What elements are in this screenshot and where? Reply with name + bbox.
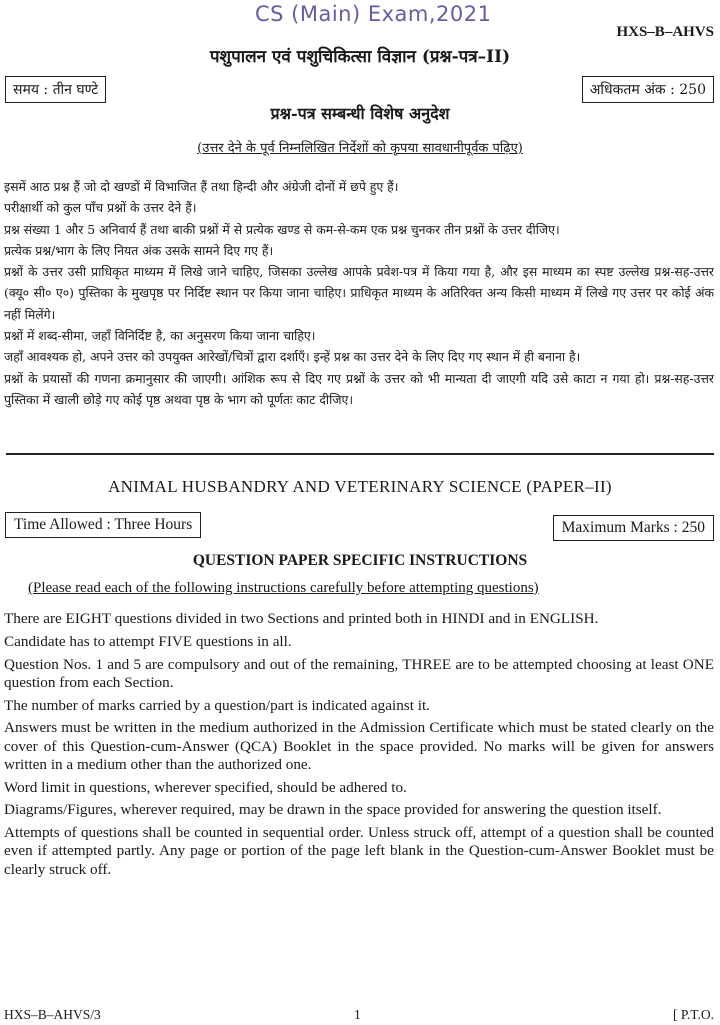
english-instruction: Question Nos. 1 and 5 are compulsory and out of the remaining, THREE are to be attempted choosing at least ONE question from each Section. — [4, 655, 714, 691]
hindi-time-box: समय : तीन घण्टे — [5, 76, 106, 103]
exam-stamp: CS (Main) Exam,2021 — [255, 2, 492, 26]
english-instruction: There are EIGHT questions divided in two Sections and printed both in HINDI and in ENGLISH. — [4, 610, 599, 627]
hindi-instructions-list — [4, 176, 714, 410]
english-instruction: Attempts of questions shall be counted in sequential order. Unless struck off, attempt of a question shall be counted even if attempted partly. Any page or portion of the page left blank in the Question-cum-Answer Booklet must be clearly struck off. — [4, 824, 714, 878]
english-marks-box: Maximum Marks : 250 — [553, 515, 714, 541]
hindi-instructions-heading: प्रश्न-पत्र सम्बन्धी विशेष अनुदेश — [270, 104, 450, 123]
english-paper-title: ANIMAL HUSBANDRY AND VETERINARY SCIENCE (PAPER–II) — [108, 477, 612, 496]
hindi-instruction: प्रत्येक प्रश्न/भाग के लिए नियत अंक उसके सामने दिए गए हैं। — [4, 242, 274, 258]
english-instructions-heading: QUESTION PAPER SPECIFIC INSTRUCTIONS — [192, 552, 528, 569]
hindi-instruction: जहाँ आवश्यक हो, अपने उत्तर को उपयुक्त आरेखों/चित्रों द्वारा दर्शाएँ। इन्हें प्रश्न का उत्तर देने के लिए दिए गए स्थान में ही बनाना है। — [4, 349, 581, 365]
hindi-instruction: परीक्षार्थी को कुल पाँच प्रश्नों के उत्तर देने हैं। — [4, 200, 197, 216]
pto-label: [ P.T.O. — [672, 1007, 714, 1022]
hindi-marks-box: अधिकतम अंक : 250 — [582, 76, 714, 103]
hindi-instruction: प्रश्नों में शब्द-सीमा, जहाँ विनिर्दिष्ट है, का अनुसरण किया जाना चाहिए। — [4, 328, 316, 344]
english-instruction: Candidate has to attempt FIVE questions in all. — [4, 632, 292, 650]
hindi-instruction: प्रश्नों के प्रयासों की गणना क्रमानुसार की जाएगी। आंशिक रूप से दिए गए प्रश्नों के उत्तर को भी मान्यता दी जाएगी यदि उसे काटा न गया हो। प्रश्न-सह-उत्तर पुस्तिका में खाली छोड़े गए कोई पृष्ठ अथवा पृष्ठ के भाग को पूर्णतः काट दीजिए। — [4, 370, 714, 407]
hindi-instruction: प्रश्नों के उत्तर उसी प्राधिकृत माध्यम में लिखे जाने चाहिए, जिसका उल्लेख आपके प्रवेश-पत्र में किया गया है, और इस माध्यम का स्पष्ट उल्लेख प्रश्न-सह-उत्तर (क्यू० सी० ए०) पुस्तिका के मुखपृष्ठ पर निर्दिष्ट स्थान पर किया जाना चाहिए। प्राधिकृत माध्यम के अतिरिक्त अन्य किसी माध्यम में लिखे गए उत्तर पर कोई अंक नहीं मिलेंगे। — [4, 264, 714, 322]
hindi-instruction: इसमें आठ प्रश्न हैं जो दो खण्डों में विभाजित हैं तथा हिन्दी और अंग्रेजी दोनों में छपे हुए हैं। — [4, 179, 399, 194]
english-time-box: Time Allowed : Three Hours — [5, 512, 201, 538]
english-instruction: The number of marks carried by a question/part is indicated against it. — [4, 696, 430, 714]
page-number: 1 — [354, 1007, 361, 1022]
english-instruction: Answers must be written in the medium authorized in the Admission Certificate which must be stated clearly on the cover of this Question-cum-Answer (QCA) Booklet in the space provided. No marks will be given for answers written in a medium other than the authorized one. — [4, 719, 714, 773]
hindi-instructions-note: (उत्तर देने के पूर्व निम्नलिखित निर्देशों को कृपया सावधानीपूर्वक पढ़िए) — [197, 141, 523, 156]
english-instruction: Word limit in questions, wherever specified, should be adhered to. — [4, 778, 407, 796]
hindi-paper-title: पशुपालन एवं पशुचिकित्सा विज्ञान (प्रश्न-पत्र–II) — [209, 47, 511, 67]
english-instruction: Diagrams/Figures, wherever required, may be drawn in the space provided for answering the question itself. — [4, 801, 662, 819]
footer-paper-code: HXS–B–AHVS/3 — [4, 1007, 101, 1022]
hindi-instruction: प्रश्न संख्या 1 और 5 अनिवार्य हैं तथा बाकी प्रश्नों में से प्रत्येक खण्ड से कम-से-कम एक प्रश्न चुनकर तीन प्रश्नों के उत्तर दीजिए। — [4, 221, 560, 237]
english-instructions-list — [4, 610, 714, 883]
english-instructions-note: (Please read each of the following instructions carefully before attempting questions) — [28, 580, 539, 596]
paper-code: HXS–B–AHVS — [616, 24, 714, 40]
section-divider — [6, 453, 714, 455]
